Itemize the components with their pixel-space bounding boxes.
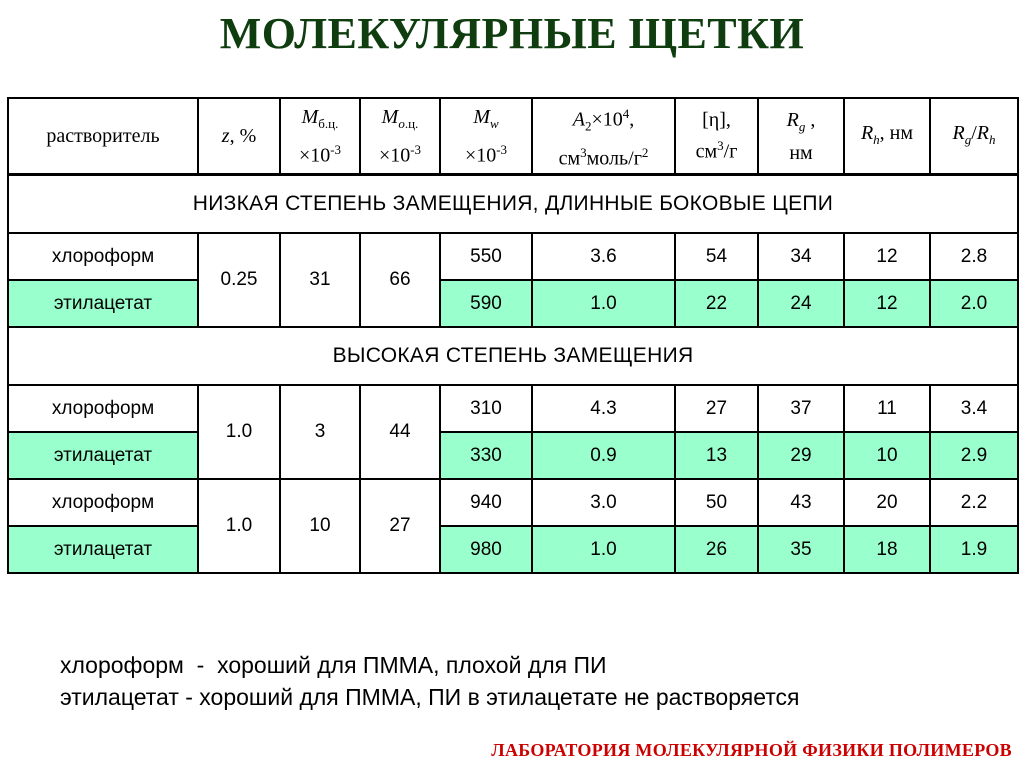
data-table [7,97,1019,574]
cell-eta: 50 [675,479,758,526]
cell-ratio: 2.0 [930,280,1018,327]
header-moc-mult: ×10 [378,144,411,167]
cell-a2: 3.6 [532,233,675,280]
cell-rh: 12 [844,280,930,327]
header-rg-sub: g [798,118,806,134]
cell-rg: 34 [758,233,844,280]
header-ratio [930,98,1018,175]
header-mw-sub: w [490,115,499,131]
header-a2-unit-exp1: 3 [580,144,587,160]
cell-ratio: 2.9 [930,432,1018,479]
header-ratio-sub1: g [964,131,972,147]
cell-rh: 11 [844,385,930,432]
header-rh-symbol: R [860,121,874,144]
cell-ratio: 1.9 [930,526,1018,573]
cell-moc: 66 [360,233,440,327]
cell-z: 1.0 [198,385,280,479]
cell-solvent: этилацетат [8,526,198,573]
cell-rg: 29 [758,432,844,479]
cell-rg: 37 [758,385,844,432]
header-mbc-exp: -3 [330,141,342,157]
header-rg-comma: , [805,108,816,131]
header-rh-unit: , нм [879,121,914,144]
cell-mw: 550 [440,233,532,280]
header-eta-unit-b: /г [723,140,738,163]
cell-solvent: хлороформ [8,385,198,432]
header-ratio-slash: / [971,121,977,144]
header-rg [758,98,844,175]
cell-rg: 24 [758,280,844,327]
cell-solvent: этилацетат [8,432,198,479]
table-row [8,432,1018,479]
cell-a2: 1.0 [532,526,675,573]
cell-mw: 590 [440,280,532,327]
header-eta-unit-exp: 3 [717,138,724,154]
header-ratio-sub2: h [989,131,996,147]
cell-solvent: хлороформ [8,479,198,526]
header-mbc-mult: ×10 [298,144,331,167]
header-rh [844,98,930,175]
header-z-symbol: z [221,125,230,147]
cell-solvent: хлороформ [8,233,198,280]
table-row [8,280,1018,327]
header-mw [440,98,532,175]
header-mw-exp: -3 [496,141,508,157]
cell-z: 1.0 [198,479,280,573]
cell-eta: 26 [675,526,758,573]
header-a2-sub: 2 [584,118,592,134]
table-row [8,233,1018,280]
cell-rh: 12 [844,233,930,280]
cell-a2: 4.3 [532,385,675,432]
cell-ratio: 2.2 [930,479,1018,526]
header-eta-unit-a: см [695,140,718,163]
table-row [8,526,1018,573]
section-label: ВЫСОКАЯ СТЕПЕНЬ ЗАМЕЩЕНИЯ [8,327,1018,385]
header-row [8,98,1018,175]
page-title: МОЛЕКУЛЯРНЫЕ ЩЕТКИ [219,9,805,58]
header-a2 [532,98,675,175]
cell-solvent: этилацетат [8,280,198,327]
header-moc-sub2: .ц. [404,115,419,131]
header-a2-exp: 4 [622,105,630,121]
cell-moc: 44 [360,385,440,479]
header-a2-unit-b: моль/г [586,147,642,170]
header-moc-sub: o [398,115,405,131]
cell-mw: 940 [440,479,532,526]
cell-mbc: 3 [280,385,360,479]
header-mbc-sub: б.ц. [318,115,339,131]
header-eta [675,98,758,175]
header-mw-symbol: M [473,105,490,128]
cell-rh: 20 [844,479,930,526]
cell-ratio: 3.4 [930,385,1018,432]
section-row [8,327,1018,385]
cell-rh: 18 [844,526,930,573]
header-solvent-label: растворитель [46,125,160,147]
footer-lab-name: ЛАБОРАТОРИЯ МОЛЕКУЛЯРНОЙ ФИЗИКИ ПОЛИМЕРОВ [491,740,1012,760]
cell-z: 0.25 [198,233,280,327]
header-moc-symbol: M [381,105,399,128]
header-mbc [280,98,360,175]
cell-rh: 10 [844,432,930,479]
cell-rg: 35 [758,526,844,573]
header-a2-comma: , [629,108,635,131]
header-eta-symbol: [η], [702,109,731,132]
header-z [198,98,280,175]
cell-a2: 1.0 [532,280,675,327]
header-mw-mult: ×10 [464,144,497,167]
header-a2-mult: ×10 [591,108,623,131]
cell-eta: 54 [675,233,758,280]
cell-eta: 22 [675,280,758,327]
cell-ratio: 2.8 [930,233,1018,280]
header-rg-unit: нм [789,141,813,164]
cell-a2: 0.9 [532,432,675,479]
table-row [8,479,1018,526]
cell-mbc: 31 [280,233,360,327]
header-a2-unit-a: см [558,147,581,170]
header-ratio-r1: R [952,121,965,144]
cell-moc: 27 [360,479,440,573]
header-solvent [8,98,198,175]
table-row [8,385,1018,432]
cell-rg: 43 [758,479,844,526]
header-rg-symbol: R [786,108,799,131]
cell-mw: 310 [440,385,532,432]
cell-a2: 3.0 [532,479,675,526]
note-ethylacetate: этилацетат - хороший для ПММА, ПИ в этилацетате не растворяется [60,684,800,710]
cell-mbc: 10 [280,479,360,573]
header-a2-unit-exp2: 2 [641,144,649,160]
header-z-unit: , % [229,125,257,147]
header-mbc-symbol: M [301,105,319,128]
section-label: НИЗКАЯ СТЕПЕНЬ ЗАМЕЩЕНИЯ, ДЛИННЫЕ БОКОВЫЕ ЦЕПИ [8,175,1018,234]
header-ratio-r2: R [976,121,989,144]
cell-mw: 980 [440,526,532,573]
header-rh-sub: h [873,131,880,147]
cell-eta: 27 [675,385,758,432]
header-moc-exp: -3 [410,141,422,157]
header-moc [360,98,440,175]
cell-eta: 13 [675,432,758,479]
section-row [8,175,1018,234]
header-a2-symbol: A [572,108,585,131]
cell-mw: 330 [440,432,532,479]
note-chloroform: хлороформ - хороший для ПММА, плохой для ПИ [60,652,607,678]
